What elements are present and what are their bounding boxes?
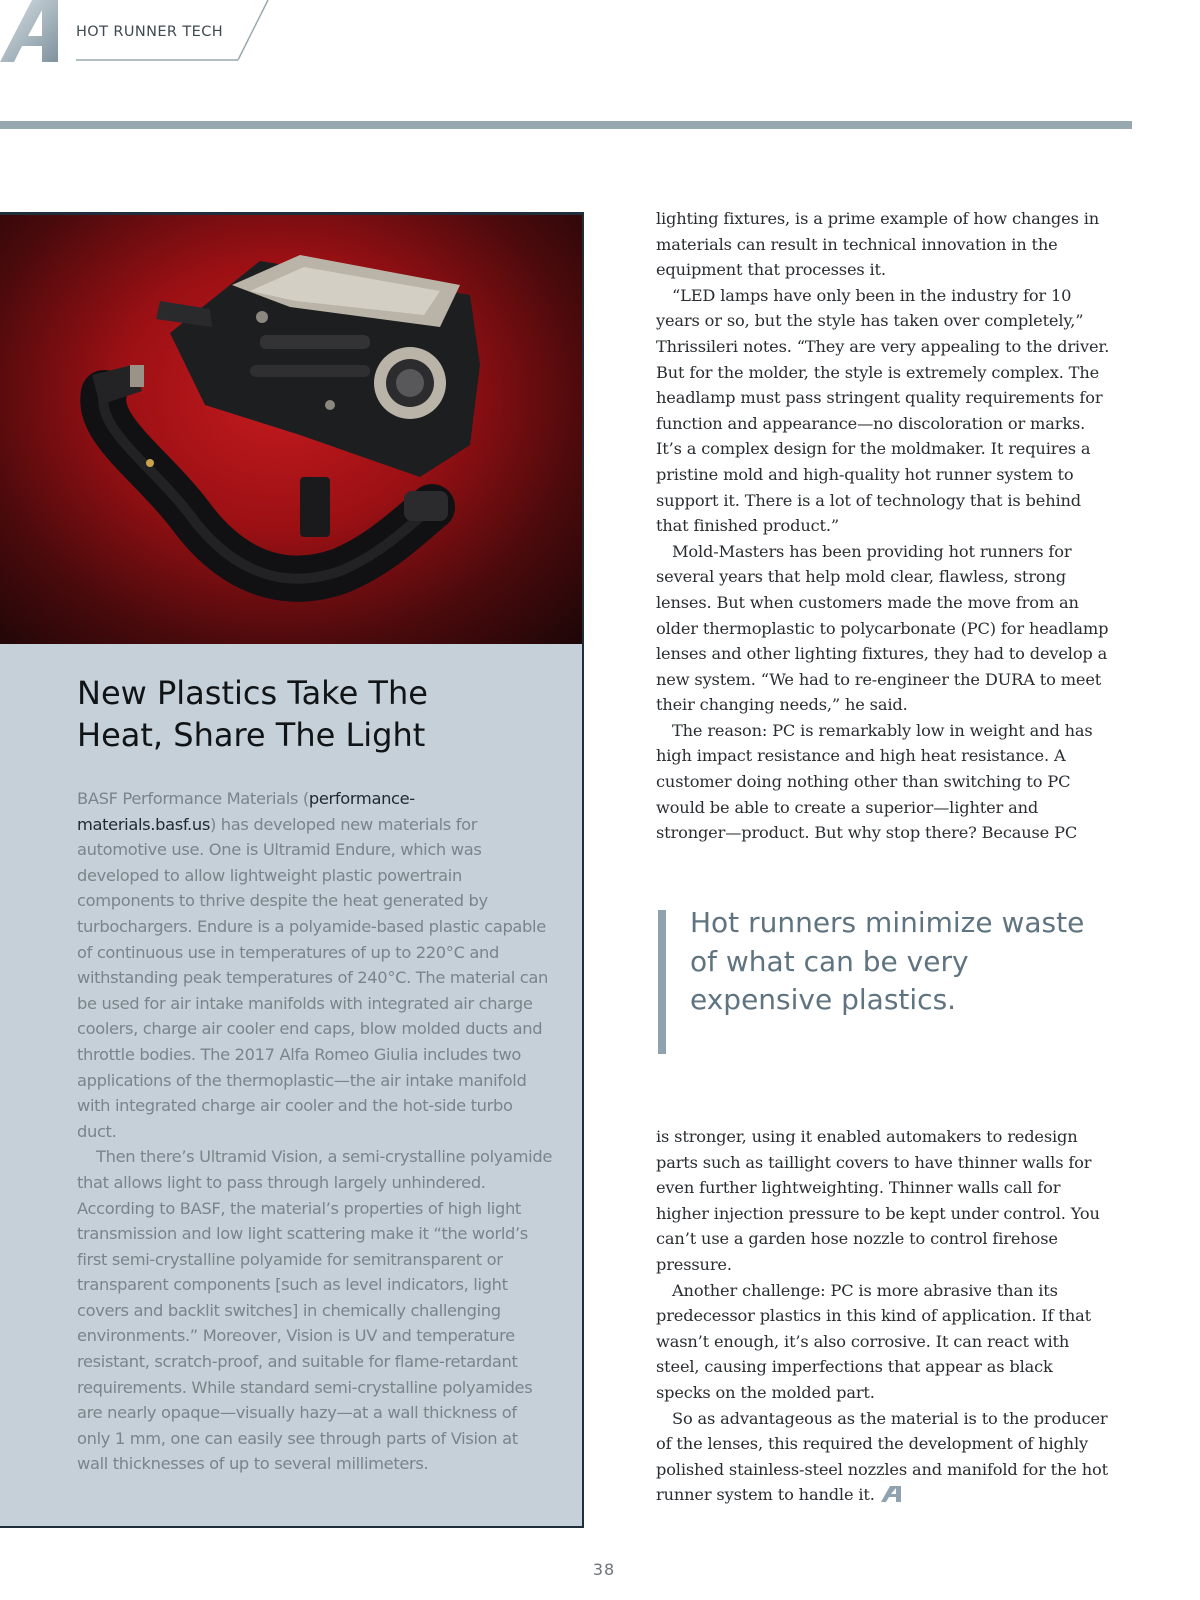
article-paragraph: Another challenge: PC is more abrasive than its predecessor plastics in this kind of application. If that wasn’t enough, it’s also corrosive. It can react with steel, causing imperfections that appear as black specks on the molded part.: [656, 1280, 1091, 1402]
article-paragraph: Mold-Masters has been providing hot runners for several years that help mold clear, flawless, strong lenses. But when customers made the move from an older thermoplastic to polycarbonate (PC) for headlamp lenses and other lighting fixtures, they had to develop a new system. “We had to re-engineer the DURA to meet their changing needs,” he said.: [656, 541, 1109, 715]
article-paragraph: The reason: PC is remarkably low in weight and has high impact resistance and high heat resistance. A customer doing nothing other than switching to PC would be able to create a superior—lighter and stronger—product. But why stop there? Because PC: [656, 720, 1093, 843]
article-end-mark-icon: [881, 1486, 903, 1502]
article-paragraph: “LED lamps have only been in the industry for 10 years or so, but the style has taken over completely,” Thrissileri notes. “They are very appealing to the driver. But for the molder, the style is extremely complex. The headlamp must pass stringent quality requirements for function and appearance—no discoloration or marks. It’s a complex design for the moldmaker. It requires a pristine mold and high-quality hot runner system to support it. There is a lot of technology that is behind that finished product.”: [656, 285, 1110, 536]
header-rule: [0, 121, 1132, 129]
intake-manifold-photo: [0, 212, 582, 644]
sidebar-title-line-1: New Plastics Take The: [77, 674, 428, 712]
basf-url-link[interactable]: performance-materials.basf.us: [77, 789, 415, 834]
article-paragraph-last: [656, 1406, 1112, 1508]
article-column-top: [656, 206, 1112, 846]
page-header: [0, 0, 280, 64]
pullquote: Hot runners minimize waste of what can be very expensive plastics.: [690, 906, 1085, 1016]
article-paragraph: is stronger, using it enabled automakers to redesign parts such as taillight covers to have thinner walls for even further lightweighting. Thinner walls call for higher injection pressure to be kept under control. You can’t use a garden hose nozzle to control firehose pressure.: [656, 1127, 1100, 1274]
sidebar-panel: [0, 212, 584, 1528]
manifold-illustration: [92, 255, 480, 579]
sidebar-paragraph: [77, 786, 553, 1144]
sidebar-paragraph: Then there’s Ultramid Vision, a semi-crystalline polyamide that allows light to pass through largely unhindered. According to BASF, the material’s properties of high light transmission and low light scattering make it “the world’s first semi-crystalline polyamide for semitransparent or transparent components [such as level indicators, light covers and backlit switches] in chemically challenging environments.” Moreover, Vision is UV and temperature resistant, scratch-proof, and suitable for flame-retardant requirements. While standard semi-crystalline polyamides are nearly opaque—visually hazy—at a wall thickness of only 1 mm, one can easily see through parts of Vision at wall thicknesses of up to several millimeters.: [77, 1147, 552, 1474]
sidebar-body: [77, 786, 553, 1477]
page-number: 38: [592, 1560, 616, 1579]
sidebar-p1-rest: ) has developed new materials for automotive use. One is Ultramid Endure, which was developed to allow lightweight plastic powertrain components to thrive despite the heat generated by turbochargers. Endure is a polyamide-based plastic capable of continuous use in temperatures of up to 220°C and withstanding peak temperatures of 240°C. The material can be used for air intake manifolds with integrated air charge coolers, charge air cooler end caps, blow molded ducts and throttle bodies. The 2017 Alfa Romeo Giulia includes two applications of the thermoplastic—the air intake manifold with integrated charge air cooler and the hot-side turbo duct.: [77, 814, 549, 1141]
article-column-bottom: [656, 1124, 1112, 1508]
article-last-text: So as advantageous as the material is to the producer of the lenses, this required the development of highly polished stainless-steel nozzles and manifold for the hot runner system to handle it.: [656, 1408, 1108, 1505]
pullquote-bar: [658, 910, 666, 1054]
sidebar-title: [77, 672, 547, 756]
article-paragraph: lighting fixtures, is a prime example of how changes in materials can result in technical innovation in the equipment that processes it.: [656, 209, 1100, 280]
sidebar-title-line-2: Heat, Share The Light: [77, 716, 426, 754]
section-label: HOT RUNNER TECH: [76, 24, 224, 40]
sidebar-p1-lead: BASF Performance Materials (: [77, 789, 309, 808]
